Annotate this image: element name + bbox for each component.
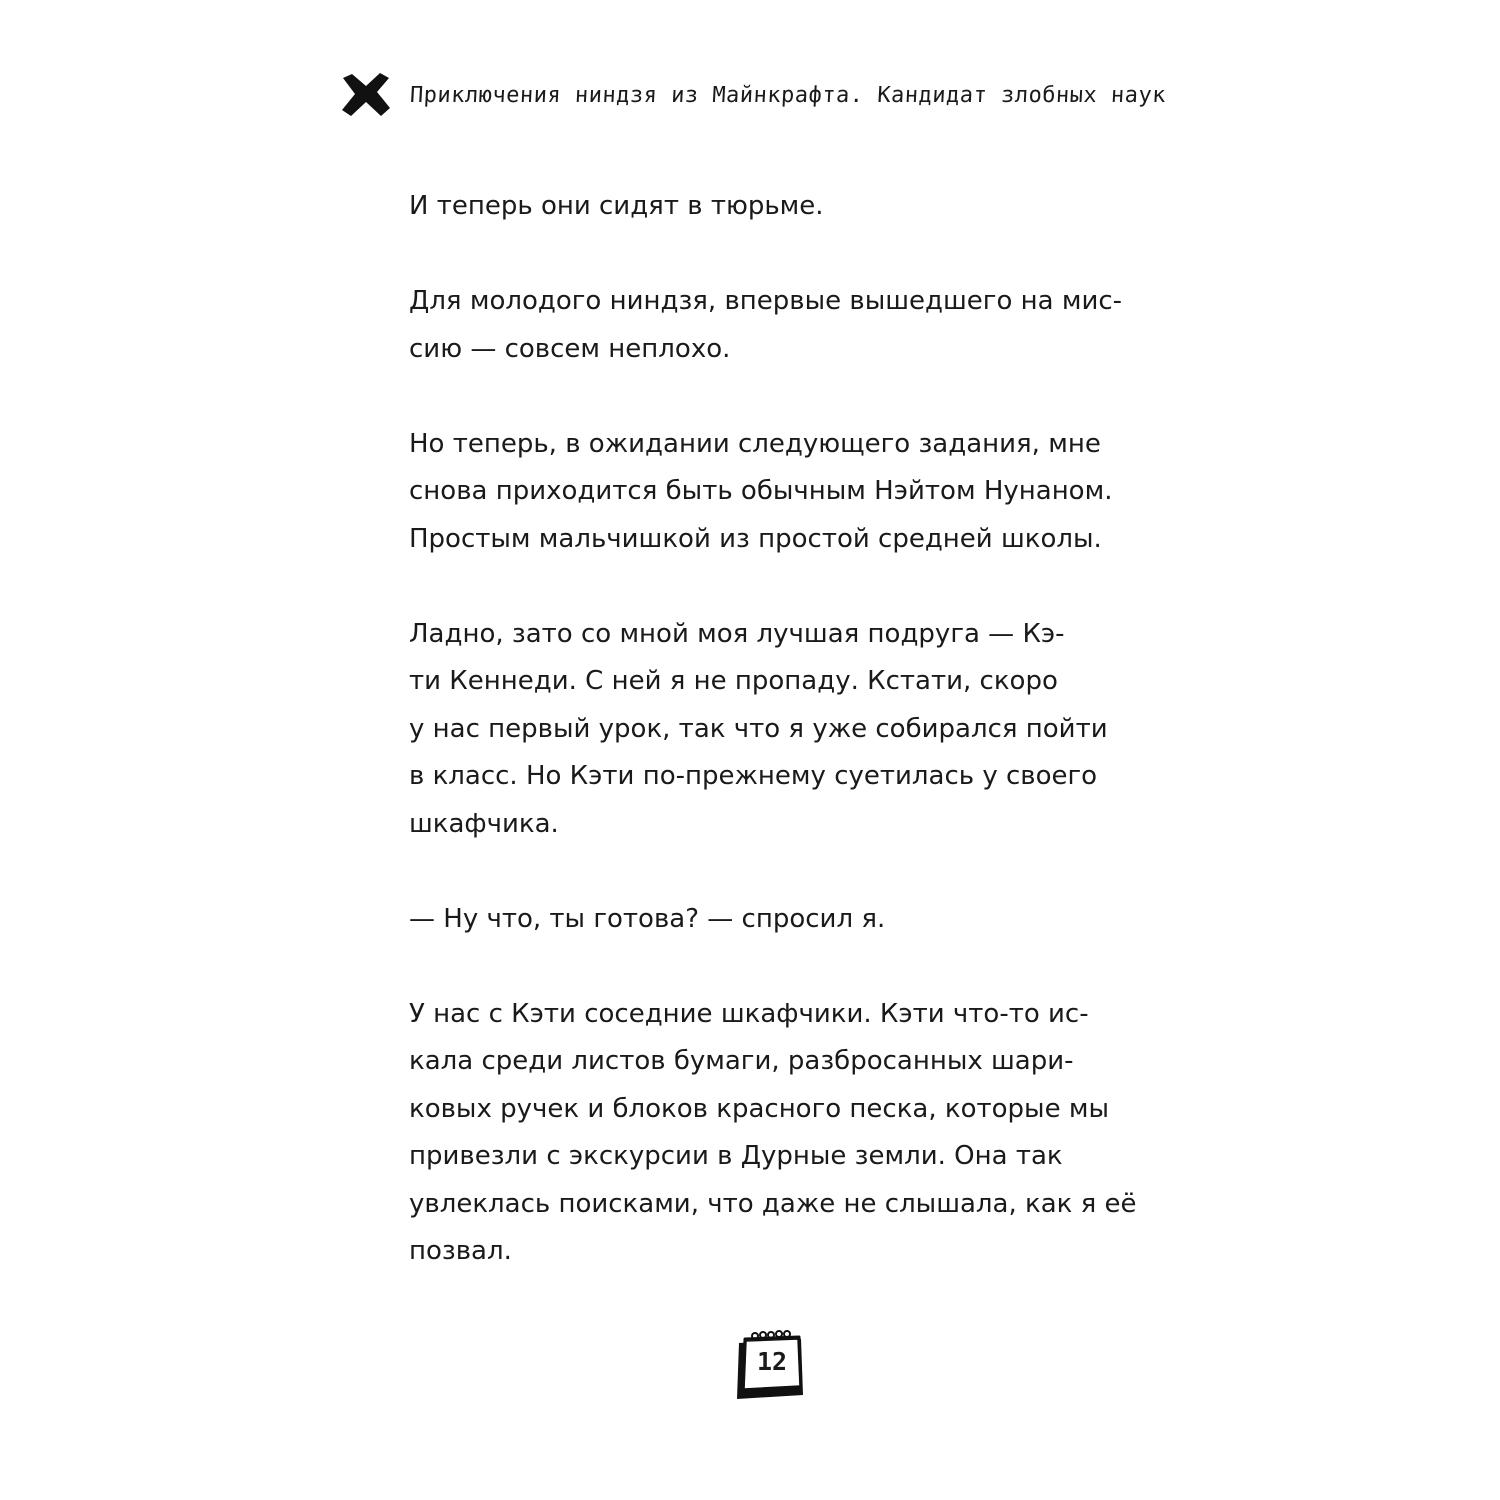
text-line: позвал. — [409, 1236, 512, 1266]
text-line: в класс. Но Кэти по-прежнему суетилась у своего — [409, 761, 1098, 791]
body-text — [409, 183, 1149, 1323]
page-number-badge — [731, 1329, 809, 1403]
text-line: У нас с Кэти соседние шкафчики. Кэти что-то ис- — [409, 998, 1089, 1029]
text-line: снова приходится быть обычным Нэйтом Нунаном. — [409, 476, 1113, 506]
text-line: увлеклась поисками, что даже не слышала, как я её — [409, 1188, 1137, 1219]
text-line: Простым мальчишкой из простой средней школы. — [409, 523, 1102, 554]
paragraph — [409, 896, 1149, 944]
text-line: привезли с экскурсии в Дурные земли. Она так — [409, 1141, 1063, 1171]
paragraph — [409, 991, 1149, 1276]
paragraph — [409, 421, 1149, 564]
text-line: Но теперь, в ожидании следующего задания, мне — [409, 428, 1101, 459]
paragraph — [409, 183, 1149, 231]
cross-ornament-icon — [340, 72, 392, 118]
text-line: шкафчика. — [409, 808, 559, 839]
text-line: ти Кеннеди. С ней я не пропаду. Кстати, скоро — [409, 666, 1058, 696]
text-line: ковых ручек и блоков красного песка, которые мы — [409, 1093, 1109, 1124]
text-line: — Ну что, ты готова? — спросил я. — [409, 903, 886, 934]
text-line: сию — совсем неплохо. — [409, 333, 731, 364]
running-head — [340, 70, 1166, 120]
page-number: 12 — [756, 1347, 788, 1376]
text-line: у нас первый урок, так что я уже собирался пойти — [409, 713, 1108, 744]
running-title: Приключения ниндзя из Майнкрафта. Кандидат злобных наук — [409, 82, 1167, 108]
paragraph — [409, 611, 1149, 849]
text-line: Для молодого ниндзя, впервые вышедшего на мис- — [409, 286, 1123, 316]
text-line: кала среди листов бумаги, разбросанных шари- — [409, 1046, 1074, 1076]
text-line: И теперь они сидят в тюрьме. — [409, 191, 824, 221]
text-line: Ладно, зато со мной моя лучшая подруга — Кэ- — [409, 618, 1065, 649]
paragraph — [409, 278, 1149, 373]
